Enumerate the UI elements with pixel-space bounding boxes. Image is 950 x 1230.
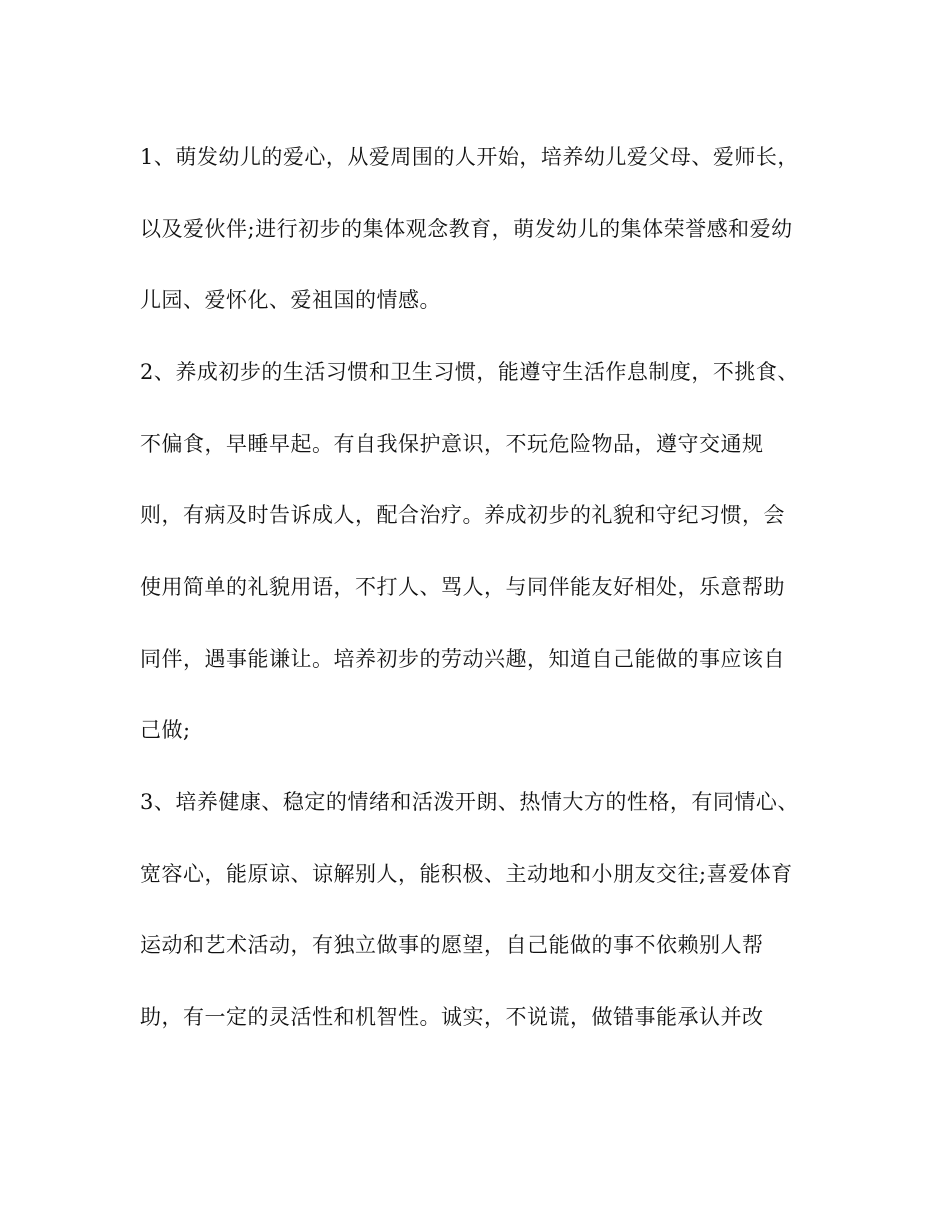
text-line: 同伴，遇事能谦让。培养初步的劳动兴趣，知道自己能做的事应该自 [140,647,785,671]
text-line: 己做; [140,718,191,742]
text-line: 以及爱伙伴;进行初步的集体观念教育，萌发幼儿的集体荣誉感和爱幼 [140,217,793,241]
text-line: 宽容心，能原谅、谅解别人，能积极、主动地和小朋友交往;喜爱体育 [140,862,793,886]
text-line: 则，有病及时告诉成人，配合治疗。养成初步的礼貌和守纪习惯，会 [140,503,785,527]
text-line: 助，有一定的灵活性和机智性。诚实，不说谎，做错事能承认并改 [140,1005,764,1029]
text-line: 不偏食，早睡早起。有自我保护意识，不玩危险物品，遵守交通规 [140,432,764,456]
text-line: 儿园、爱怀化、爱祖国的情感。 [140,288,441,312]
text-line: 2、养成初步的生活习惯和卫生习惯，能遵守生活作息制度，不挑食、 [140,360,799,384]
text-line: 3、培养健康、稳定的情绪和活泼开朗、热情大方的性格，有同情心、 [140,790,799,814]
text-line: 1、萌发幼儿的爱心，从爱周围的人开始，培养幼儿爱父母、爱师长， [140,145,799,169]
text-line: 运动和艺术活动，有独立做事的愿望，自己能做的事不依赖别人帮 [140,933,764,957]
text-line: 使用简单的礼貌用语，不打人、骂人，与同伴能友好相处，乐意帮助 [140,575,785,599]
